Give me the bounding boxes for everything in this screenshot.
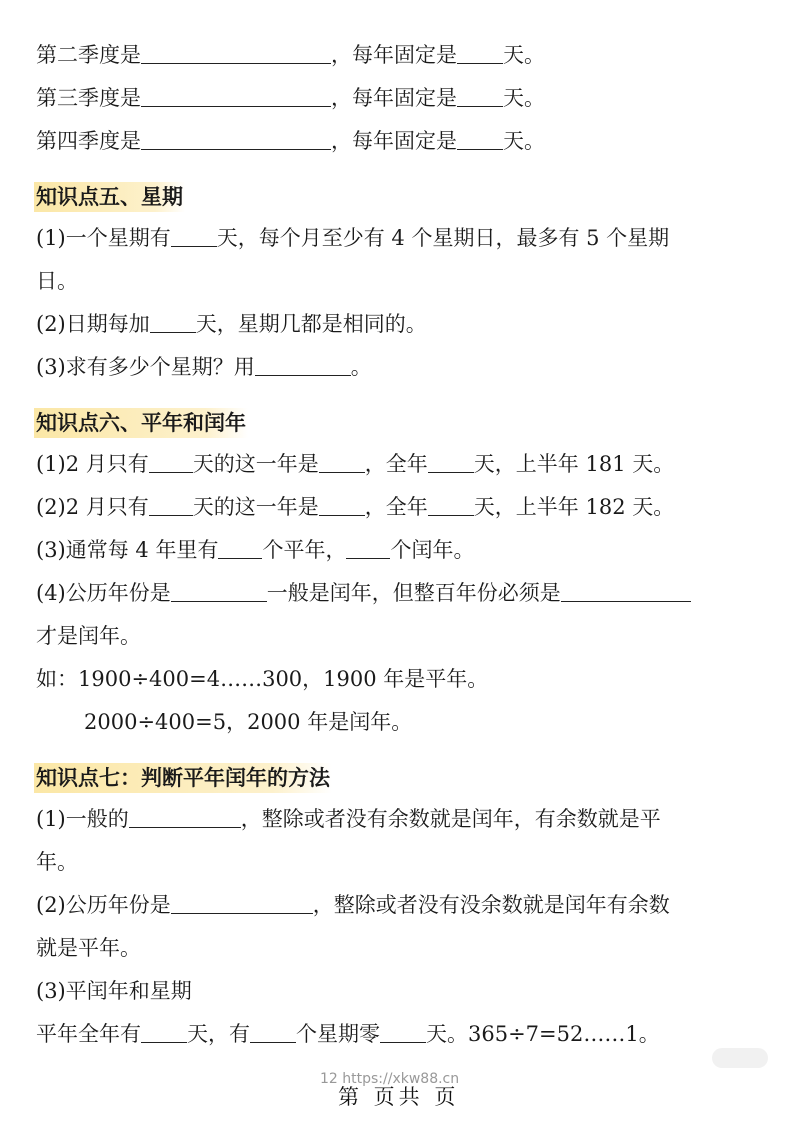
answer-blank[interactable]	[149, 495, 193, 516]
answer-blank[interactable]	[141, 86, 331, 107]
answer-blank[interactable]	[171, 581, 267, 602]
answer-blank[interactable]	[141, 129, 331, 150]
section-heading-leap-year: 知识点六、平年和闰年	[34, 408, 248, 438]
sec6-example-1: 如：1900÷400=4……300，1900 年是平年。	[36, 667, 489, 691]
answer-blank[interactable]	[561, 581, 691, 602]
answer-blank[interactable]	[457, 43, 503, 64]
sec6-line-2: (2)2 月只有 天的这一年是 ，全年 天，上半年 182 天。	[36, 495, 675, 519]
watermark-badge	[712, 1048, 768, 1068]
sec7-line-3: (3)平闰年和星期	[36, 979, 192, 1003]
sec5-line-1-cont: 日。	[36, 269, 78, 293]
answer-blank[interactable]	[380, 1022, 426, 1043]
answer-blank[interactable]	[457, 86, 503, 107]
season-line-4: 第四季度是 ，每年固定是 天。	[36, 129, 545, 153]
answer-blank[interactable]	[141, 43, 331, 64]
answer-blank[interactable]	[346, 538, 390, 559]
sec6-line-4-cont: 才是闰年。	[36, 624, 141, 648]
season-line-2: 第二季度是 ，每年固定是 天。	[36, 43, 545, 67]
answer-blank[interactable]	[149, 452, 193, 473]
answer-blank[interactable]	[218, 538, 262, 559]
sec6-line-4: (4)公历年份是 一般是闰年，但整百年份必须是	[36, 579, 691, 607]
sec6-line-3: (3)通常每 4 年里有 个平年， 个闰年。	[36, 538, 475, 562]
answer-blank[interactable]	[141, 1022, 187, 1043]
sec7-line-4: 平年全年有 天，有 个星期零 天。365÷7=52……1。	[36, 1022, 660, 1046]
answer-blank[interactable]	[171, 893, 313, 914]
section-heading-week: 知识点五、星期	[34, 182, 185, 212]
section-heading-method: 知识点七：判断平年闰年的方法	[34, 763, 332, 793]
answer-blank[interactable]	[129, 807, 241, 828]
sec7-line-1: (1)一般的 ，整除或者没有余数就是闰年，有余数就是平	[36, 807, 661, 831]
sec5-line-3: (3)求有多少个星期？用 。	[36, 355, 372, 379]
answer-blank[interactable]	[171, 226, 217, 247]
answer-blank[interactable]	[457, 129, 503, 150]
answer-blank[interactable]	[150, 312, 196, 333]
answer-blank[interactable]	[250, 1022, 296, 1043]
footer-url: 12 https://xkw88.cn	[320, 1071, 460, 1087]
sec7-line-2-cont: 就是平年。	[36, 936, 141, 960]
sec7-line-2: (2)公历年份是 ，整除或者没有没余数就是闰年有余数	[36, 893, 670, 917]
season-line-3: 第三季度是 ，每年固定是 天。	[36, 86, 545, 110]
sec6-example-2: 2000÷400=5，2000 年是闰年。	[84, 710, 413, 734]
sec5-line-1: (1)一个星期有 天，每个月至少有 4 个星期日，最多有 5 个星期	[36, 226, 670, 250]
answer-blank[interactable]	[255, 355, 351, 376]
sec6-line-1: (1)2 月只有 天的这一年是 ，全年 天，上半年 181 天。	[36, 452, 675, 476]
sec5-line-2: (2)日期每加 天，星期几都是相同的。	[36, 312, 427, 336]
sec7-line-1-cont: 年。	[36, 850, 78, 874]
footer-page-number: 第 页共 页	[338, 1085, 460, 1109]
answer-blank[interactable]	[428, 452, 474, 473]
answer-blank[interactable]	[319, 495, 365, 516]
answer-blank[interactable]	[319, 452, 365, 473]
answer-blank[interactable]	[428, 495, 474, 516]
